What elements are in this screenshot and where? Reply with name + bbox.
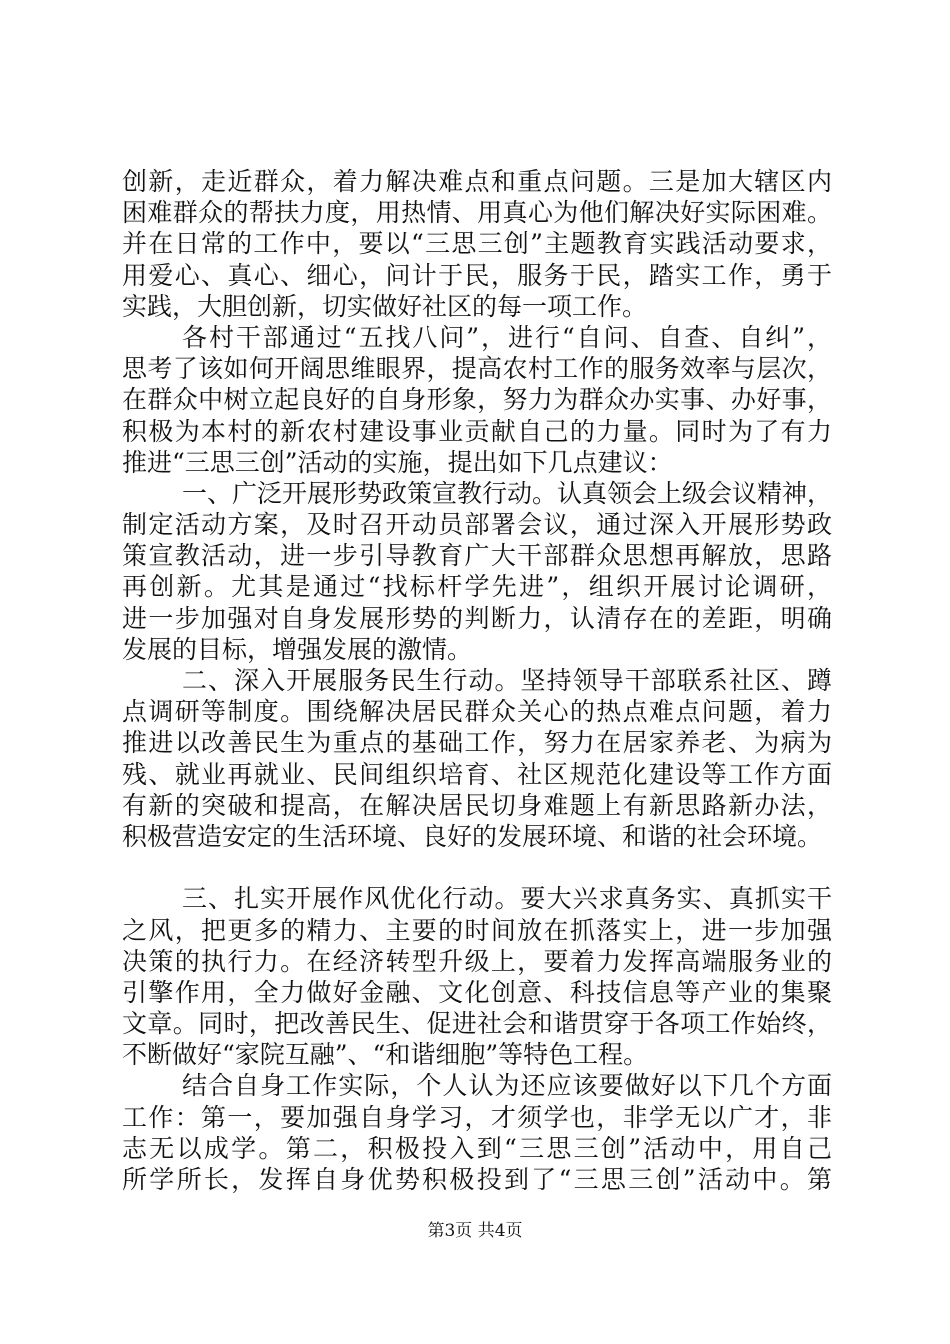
text-line: 困难群众的帮扶力度，用热情、用真心为他们解决好实际困难。 bbox=[122, 198, 832, 228]
text-line: 推进“三思三创”活动的实施，提出如下几点建议： bbox=[122, 447, 673, 477]
text-line: 进一步加强对自身发展形势的判断力，认清存在的差距，明确 bbox=[122, 603, 832, 633]
text-line: 残、就业再就业、民间组织培育、社区规范化建设等工作方面 bbox=[122, 759, 832, 789]
text-line: 决策的执行力。在经济转型升级上，要着力发挥高端服务业的 bbox=[122, 946, 832, 976]
text-line: 制定活动方案，及时召开动员部署会议，通过深入开展形势政 bbox=[122, 510, 832, 540]
page-number-footer: 第3页 共4页 bbox=[427, 1221, 523, 1241]
text-line: 并在日常的工作中，要以“三思三创”主题教育实践活动要求， bbox=[122, 229, 832, 259]
text-line: 思考了该如何开阔思维眼界，提高农村工作的服务效率与层次， bbox=[122, 354, 832, 384]
text-line: 推进以改善民生为重点的基础工作，努力在居家养老、为病为 bbox=[122, 728, 832, 758]
paragraph-start-line: 一、广泛开展形势政策宣教行动。认真领会上级会议精神， bbox=[182, 478, 833, 508]
text-line: 文章。同时，把改善民生、促进社会和谐贯穿于各项工作始终， bbox=[122, 1009, 832, 1039]
text-line: 再创新。尤其是通过“找标杆学先进”，组织开展讨论调研， bbox=[122, 572, 832, 602]
text-line: 积极营造安定的生活环境、良好的发展环境、和谐的社会环境。 bbox=[122, 821, 823, 851]
text-line: 策宣教活动，进一步引导教育广大干部群众思想再解放，思路 bbox=[122, 541, 832, 571]
document-body bbox=[122, 166, 832, 1195]
text-line: 实践，大胆创新，切实做好社区的每一项工作。 bbox=[122, 291, 648, 321]
blank-line bbox=[122, 852, 832, 883]
text-line: 不断做好“家院互融”、“和谐细胞”等特色工程。 bbox=[122, 1040, 649, 1070]
text-line: 积极为本村的新农村建设事业贡献自己的力量。同时为了有力 bbox=[122, 416, 832, 446]
text-line: 引擎作用，全力做好金融、文化创意、科技信息等产业的集聚 bbox=[122, 977, 832, 1007]
text-line: 在群众中树立起良好的自身形象，努力为群众办实事、办好事， bbox=[122, 385, 832, 415]
paragraph-start-line: 三、扎实开展作风优化行动。要大兴求真务实、真抓实干 bbox=[182, 884, 832, 914]
text-line: 工作：第一，要加强自身学习，才须学也，非学无以广才，非 bbox=[122, 1102, 832, 1132]
text-line: 有新的突破和提高，在解决居民切身难题上有新思路新办法， bbox=[122, 790, 832, 820]
text-line: 所学所长，发挥自身优势积极投到了“三思三创”活动中。第 bbox=[122, 1165, 832, 1194]
text-line: 创新，走近群众，着力解决难点和重点问题。三是加大辖区内 bbox=[122, 167, 832, 196]
text-line: 发展的目标，增强发展的激情。 bbox=[122, 634, 473, 664]
text-line: 用爱心、真心、细心，问计于民，服务于民，踏实工作，勇于 bbox=[122, 260, 832, 290]
text-line: 之风，把更多的精力、主要的时间放在抓落实上，进一步加强 bbox=[122, 915, 832, 945]
paragraph-start-line: 二、深入开展服务民生行动。坚持领导干部联系社区、蹲 bbox=[182, 666, 832, 695]
text-line: 点调研等制度。围绕解决居民群众关心的热点难点问题，着力 bbox=[122, 697, 832, 727]
paragraph-start-line: 各村干部通过“五找八问”，进行“自问、自查、自纠”， bbox=[182, 322, 832, 352]
paragraph-start-line: 结合自身工作实际，个人认为还应该要做好以下几个方面 bbox=[182, 1071, 832, 1101]
text-line: 志无以成学。第二，积极投入到“三思三创”活动中，用自己 bbox=[122, 1133, 832, 1163]
